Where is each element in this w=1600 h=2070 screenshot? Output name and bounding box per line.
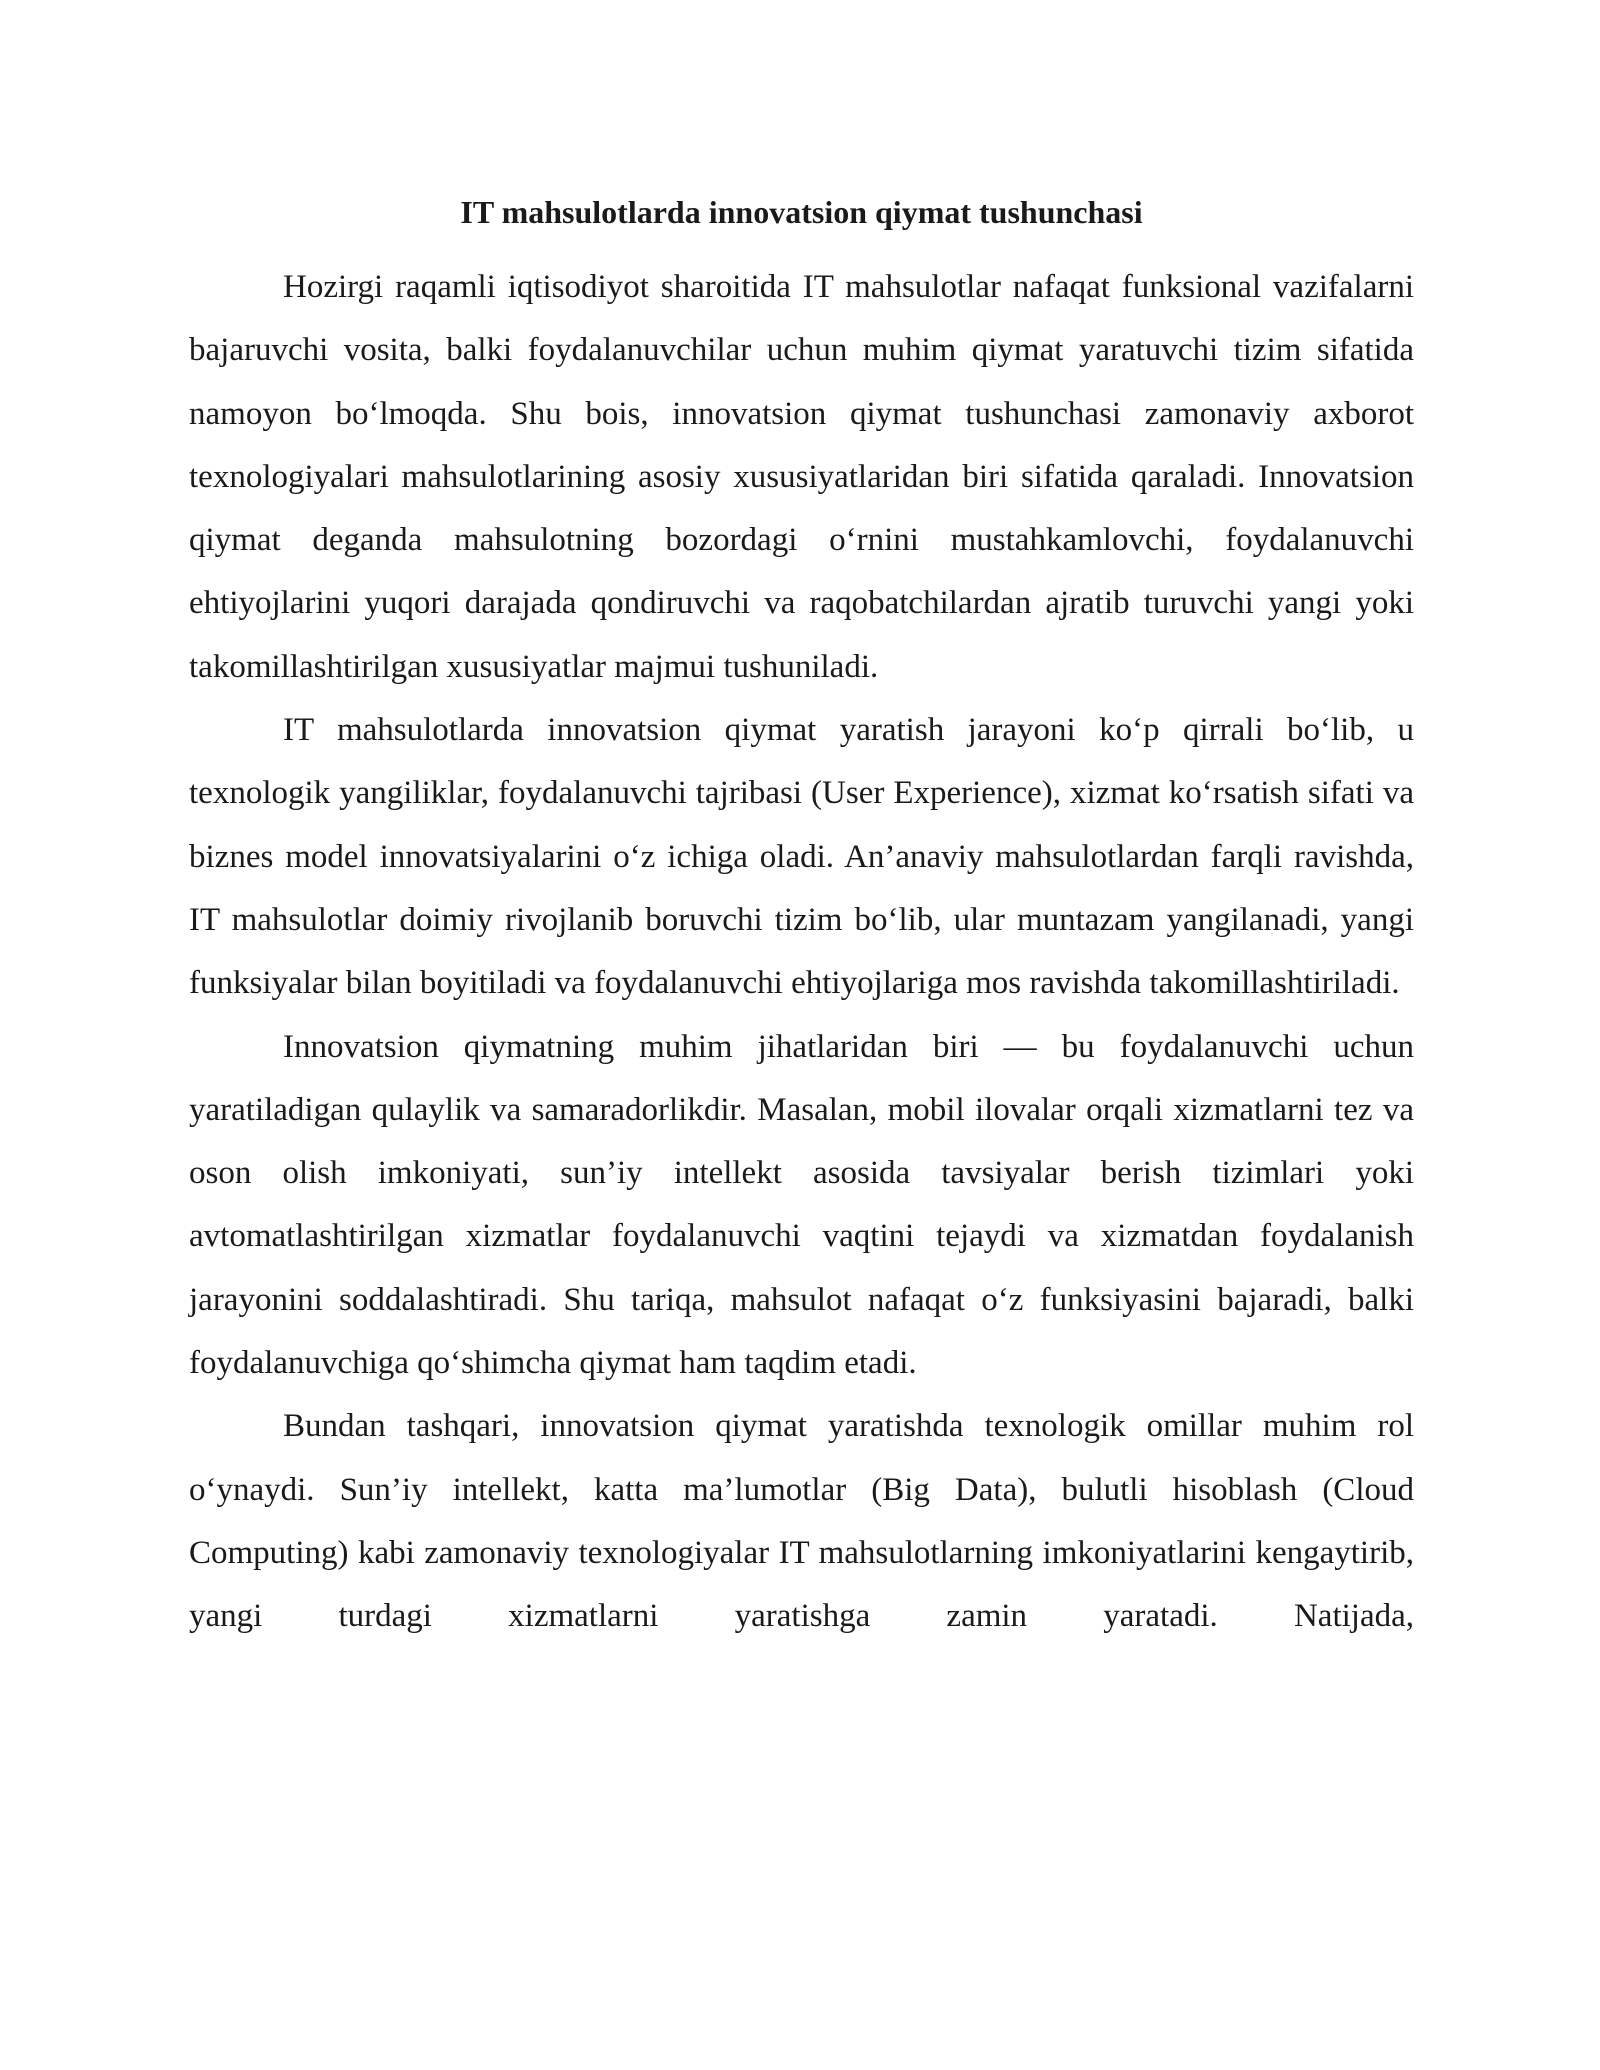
paragraph-1: Hozirgi raqamli iqtisodiyot sharoitida IT mahsulotlar nafaqat funksional vazifalarni bajaruvchi vosita, balki foydalanuvchilar uchun muhim qiymat yaratuvchi tizim sifatida namoyon bo‘lmoqda. Shu bois, innovatsion qiymat tushunchasi zamonaviy axborot texnologiyalari mahsulotlarining asosiy xususiyatlaridan biri sifatida qaraladi. Innovatsion qiymat deganda mahsulotning bozordagi o‘rnini mustahkamlovchi, foydalanuvchi ehtiyojlarini yuqori darajada qondiruvchi va raqobatchilardan ajratib turuvchi yangi yoki takomillashtirilgan xususiyatlar majmui tushuniladi. [189,269,1414,685]
document-title: IT mahsulotlarda innovatsion qiymat tushunchasi [460,194,1143,230]
paragraph-2: IT mahsulotlarda innovatsion qiymat yaratish jarayoni ko‘p qirrali bo‘lib, u texnologik yangiliklar, foydalanuvchi tajribasi (User Experience), xizmat ko‘rsatish sifati va biznes model innovatsiyalarini o‘z ichiga oladi. An’anaviy mahsulotlardan farqli ravishda, IT mahsulotlar doimiy rivojlanib boruvchi tizim bo‘lib, ular muntazam yangilanadi, yangi funksiyalar bilan boyitiladi va foydalanuvchi ehtiyojlariga mos ravishda takomillashtiriladi. [189,712,1414,1002]
document-body [189,188,1414,1649]
paragraph-4: Bundan tashqari, innovatsion qiymat yaratishda texnologik omillar muhim rol o‘ynaydi. Sun’iy intellekt, katta ma’lumotlar (Big Data), bulutli hisoblash (Cloud Computing) kabi zamonaviy texnologiyalar IT mahsulotlarning imkoniyatlarini kengaytirib, yangi turdagi xizmatlarni yaratishga zamin yaratadi. Natijada, [189,1408,1414,1635]
paragraph-3: Innovatsion qiymatning muhim jihatlaridan biri — bu foydalanuvchi uchun yaratiladigan qulaylik va samaradorlikdir. Masalan, mobil ilovalar orqali xizmatlarni tez va oson olish imkoniyati, sun’iy intellekt asosida tavsiyalar berish tizimlari yoki avtomatlashtirilgan xizmatlar foydalanuvchi vaqtini tejaydi va xizmatdan foydalanish jarayonini soddalashtiradi. Shu tariqa, mahsulot nafaqat o‘z funksiyasini bajaradi, balki foydalanuvchiga qo‘shimcha qiymat ham taqdim etadi. [189,1028,1414,1382]
